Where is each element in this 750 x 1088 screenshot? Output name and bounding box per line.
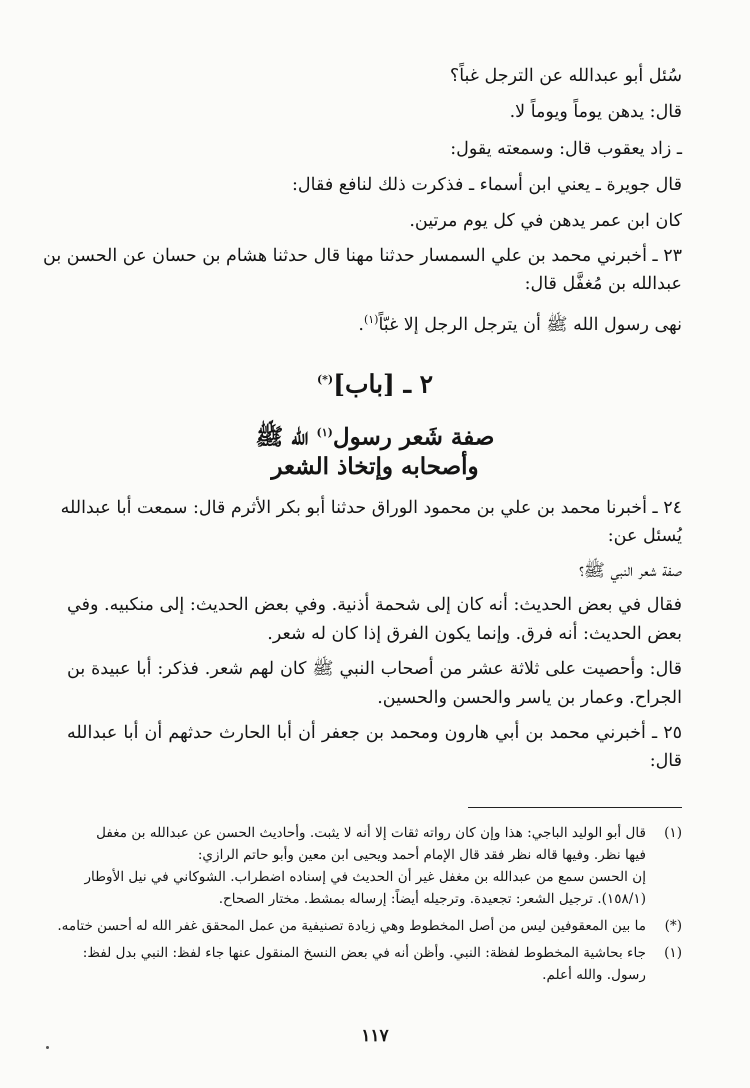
chapter-heading-mark: (*) xyxy=(316,373,334,386)
line-1: سُئل أبو عبدالله عن الترجل غباً؟ xyxy=(449,66,682,86)
hadith-24-answer-2: بعض الحديث: أنه فرق. وإنما يكون الفرق إذا كان له شعر. xyxy=(267,624,682,644)
footnote-1-line-3: إن الحسن سمع من عبدالله بن مغفل غير أن الحديث في إسناده اضطراب. الشوكاني في نيل الأوطار xyxy=(84,869,646,885)
section-title-1b: الله ﷺ xyxy=(255,423,317,451)
footnote-3-line-2: رسول. والله أعلم. xyxy=(542,967,646,983)
line-2: قال: يدهن يوماً ويوماً لا. xyxy=(509,102,682,122)
section-title-1a: صفة شَعر رسول xyxy=(332,423,495,451)
footnote-ref-1: (١) xyxy=(363,313,379,326)
footnote-1-text: قال أبو الوليد الباجي: هذا وإن كان رواته ثقات إلا أنه لا يثبت. وأحاديث الحسن عن عبدالله بن مغفل xyxy=(96,825,646,841)
chapter-heading xyxy=(0,363,750,401)
hadith-24-line-1: ٢٤ ـ أخبرنا محمد بن علي بن محمود الوراق حدثنا أبو بكر الأثرم قال: سمعت أبا عبدالله xyxy=(60,498,682,518)
page-number: ١١٧ xyxy=(361,1026,389,1046)
hadith-25-line-1: ٢٥ ـ أخبرني محمد بن أبي هارون ومحمد بن جعفر أن أبا الحارث حدثهم أن أبا عبدالله xyxy=(67,723,682,743)
hadith-24-count-1: قال: وأحصيت على ثلاثة عشر من أصحاب النبي ﷺ كان لهم شعر. فذكر: أبا عبيدة بن xyxy=(67,659,682,679)
line-3: ـ زاد يعقوب قال: وسمعته يقول: xyxy=(450,139,682,159)
footnote-1-line-4: (١٥٨/١). ترجيل الشعر: تجعيدة. وترجيله أيضاً: إرساله بمشط. مختار الصحاح. xyxy=(218,891,646,907)
hadith-23-line-1: ٢٣ ـ أخبرني محمد بن علي السمسار حدثنا مهنا قال حدثنا هشام بن حسان عن الحسن بن xyxy=(43,246,682,266)
hadith-23-text-main: نهى رسول الله ﷺ أن يترجل الرجل إلا غبّاً xyxy=(378,314,682,335)
hadith-23-line-2: عبدالله بن مُغفَّل قال: xyxy=(524,274,682,294)
line-5: كان ابن عمر يدهن في كل يوم مرتين. xyxy=(409,211,682,231)
speck xyxy=(46,1046,49,1049)
line-4: قال جويرة ـ يعني ابن أسماء ـ فذكرت ذلك لنافع فقال: xyxy=(292,175,682,195)
footnote-2 xyxy=(57,915,682,937)
footnote-3-line-1 xyxy=(62,942,682,964)
footnote-separator xyxy=(468,807,682,808)
footnote-2-text: ما بين المعقوفين ليس من أصل المخطوط وهي زيادة تصنيفية من عمل المحقق غفر الله له أحسن ختامه. xyxy=(57,918,646,934)
hadith-24-count-2: الجراح. وعمار بن ياسر والحسن والحسين. xyxy=(377,688,682,708)
footnote-1-marker: (١) xyxy=(664,825,682,841)
section-title-2: وأصحابه وإتخاذ الشعر xyxy=(271,453,479,480)
hadith-25-line-2: قال: xyxy=(649,751,682,771)
section-title-1 xyxy=(0,417,750,454)
footnote-3-marker: (١) xyxy=(664,945,682,961)
hadith-23-text-end: . xyxy=(358,314,364,335)
hadith-23-text xyxy=(67,306,682,339)
footnote-2-marker: (*) xyxy=(664,918,682,934)
footnote-1-line-1 xyxy=(62,822,682,844)
hadith-24-question: صفة شعر النبي ﷺ؟ xyxy=(578,561,682,581)
hadith-24-line-2: يُسئل عن: xyxy=(607,526,682,546)
footnote-1-line-2: فيها نظر. وفيها قاله نظر فقد قال الإمام أحمد ويحيى ابن معين وأبو حاتم الرازي: xyxy=(197,847,646,863)
hadith-24-answer-1: فقال في بعض الحديث: أنه كان إلى شحمة أذنية. وفي بعض الحديث: إلى منكبيه. وفي xyxy=(67,595,682,615)
footnote-3-text: جاء بحاشية المخطوط لفظة: النبي. وأظن أنه في بعض النسخ المنقول عنها جاء لفظ: النبي بدل لفظ: xyxy=(82,945,646,961)
section-title-mark: (١) xyxy=(316,426,333,439)
chapter-heading-text: ٢ ـ [باب] xyxy=(333,369,434,399)
